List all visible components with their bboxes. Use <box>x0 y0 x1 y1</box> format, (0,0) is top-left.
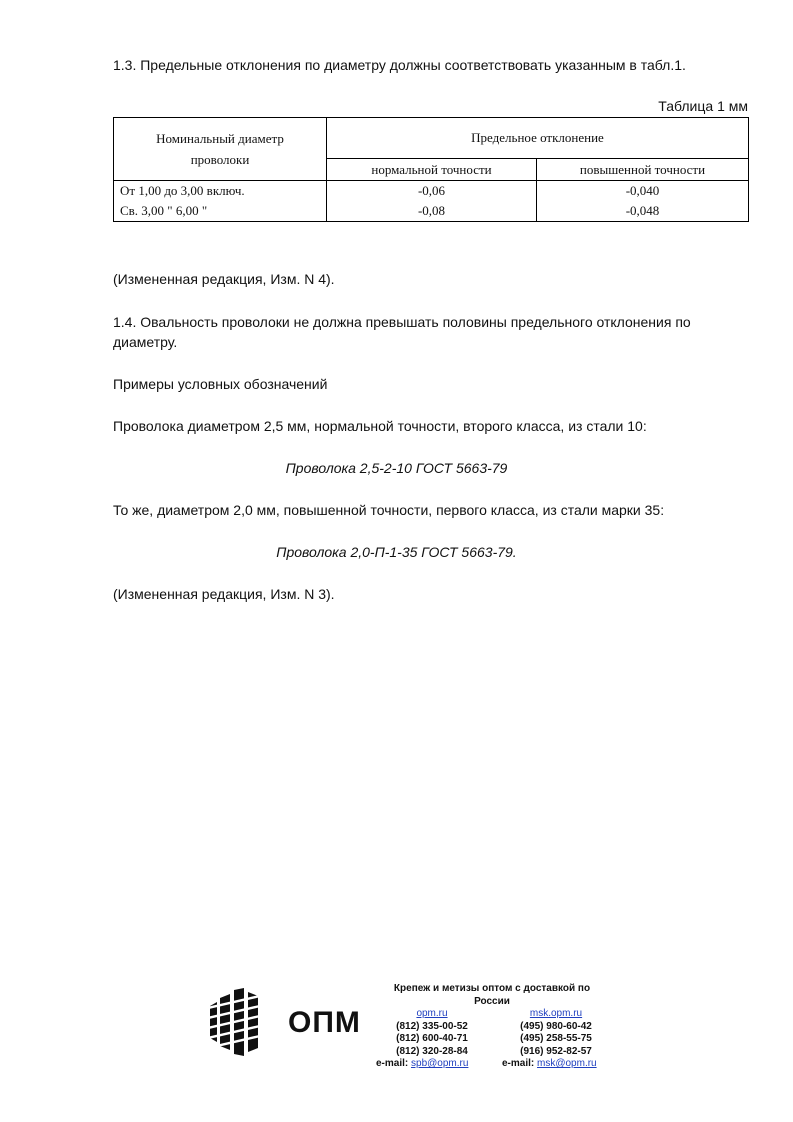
msk-email-row <box>502 1058 597 1071</box>
header-high: повышенной точности <box>537 159 749 181</box>
example-1-text: Проволока диаметром 2,5 мм, нормальной точности, второго класса, из стали 10: <box>113 418 647 434</box>
footer-contacts <box>372 983 612 1071</box>
table-row <box>114 181 749 202</box>
msk-phone: (495) 258-55-75 <box>520 1033 592 1044</box>
opm-logo-mark-icon <box>210 988 272 1056</box>
header-diameter-cell <box>114 118 327 181</box>
table-row <box>114 202 749 222</box>
header-diameter-line2: проволоки <box>190 152 250 167</box>
example-1-designation: Проволока 2,5-2-10 ГОСТ 5663-79 <box>285 460 508 476</box>
footer-tagline-line1: Крепеж и метизы оптом с доставкой по <box>393 983 591 994</box>
header-deviation: Предельное отклонение <box>327 118 749 159</box>
msk-email-link[interactable]: msk@opm.ru <box>537 1058 597 1069</box>
edit-note-3: (Измененная редакция, Изм. N 3). <box>113 586 335 602</box>
msk-site-link[interactable]: msk.opm.ru <box>529 1008 583 1019</box>
example-2-text: То же, диаметром 2,0 мм, повышенной точности, первого класса, из стали марки 35: <box>113 502 665 518</box>
footer-msk-column <box>504 1008 608 1058</box>
msk-phone: (495) 980-60-42 <box>520 1020 592 1032</box>
examples-heading: Примеры условных обозначений <box>113 376 328 392</box>
paragraph-1-4-line2: диаметру. <box>113 334 178 350</box>
edit-note-4: (Измененная редакция, Изм. N 4). <box>113 271 335 287</box>
row-diameter: От 1,00 до 3,00 включ. <box>114 181 327 202</box>
msk-email-label: e-mail: <box>502 1058 535 1069</box>
spb-email-link[interactable]: spb@opm.ru <box>411 1058 469 1069</box>
header-diameter-line1: Номинальный диаметр <box>156 131 284 146</box>
row-high: -0,040 <box>537 181 749 202</box>
msk-phone: (916) 952-82-57 <box>520 1045 592 1057</box>
spb-email-row <box>376 1058 468 1071</box>
paragraph-1-3: 1.3. Предельные отклонения по диаметру должны соответствовать указанным в табл.1. <box>113 57 686 73</box>
row-high: -0,048 <box>537 202 749 222</box>
spb-phone: (812) 600-40-71 <box>396 1033 468 1044</box>
footer-spb-column <box>376 1008 488 1058</box>
row-normal: -0,06 <box>327 181 537 202</box>
footer-tagline-line2: России <box>474 995 510 1007</box>
paragraph-1-4-line1: 1.4. Овальность проволоки не должна превышать половины предельного отклонения по <box>113 314 691 330</box>
spb-phone: (812) 335-00-52 <box>396 1020 468 1032</box>
company-logo <box>210 988 370 1058</box>
spb-phone: (812) 320-28-84 <box>396 1045 468 1057</box>
spb-site-link[interactable]: opm.ru <box>416 1008 448 1019</box>
logo-wordmark: ОПМ <box>288 1006 361 1039</box>
spb-email-label: e-mail: <box>376 1058 409 1069</box>
deviation-table <box>113 117 749 222</box>
row-normal: -0,08 <box>327 202 537 222</box>
table-caption: Таблица 1 мм <box>658 98 748 114</box>
row-diameter: Св. 3,00 " 6,00 " <box>114 202 327 222</box>
example-2-designation: Проволока 2,0-П-1-35 ГОСТ 5663-79. <box>276 544 517 560</box>
header-normal: нормальной точности <box>327 159 537 181</box>
